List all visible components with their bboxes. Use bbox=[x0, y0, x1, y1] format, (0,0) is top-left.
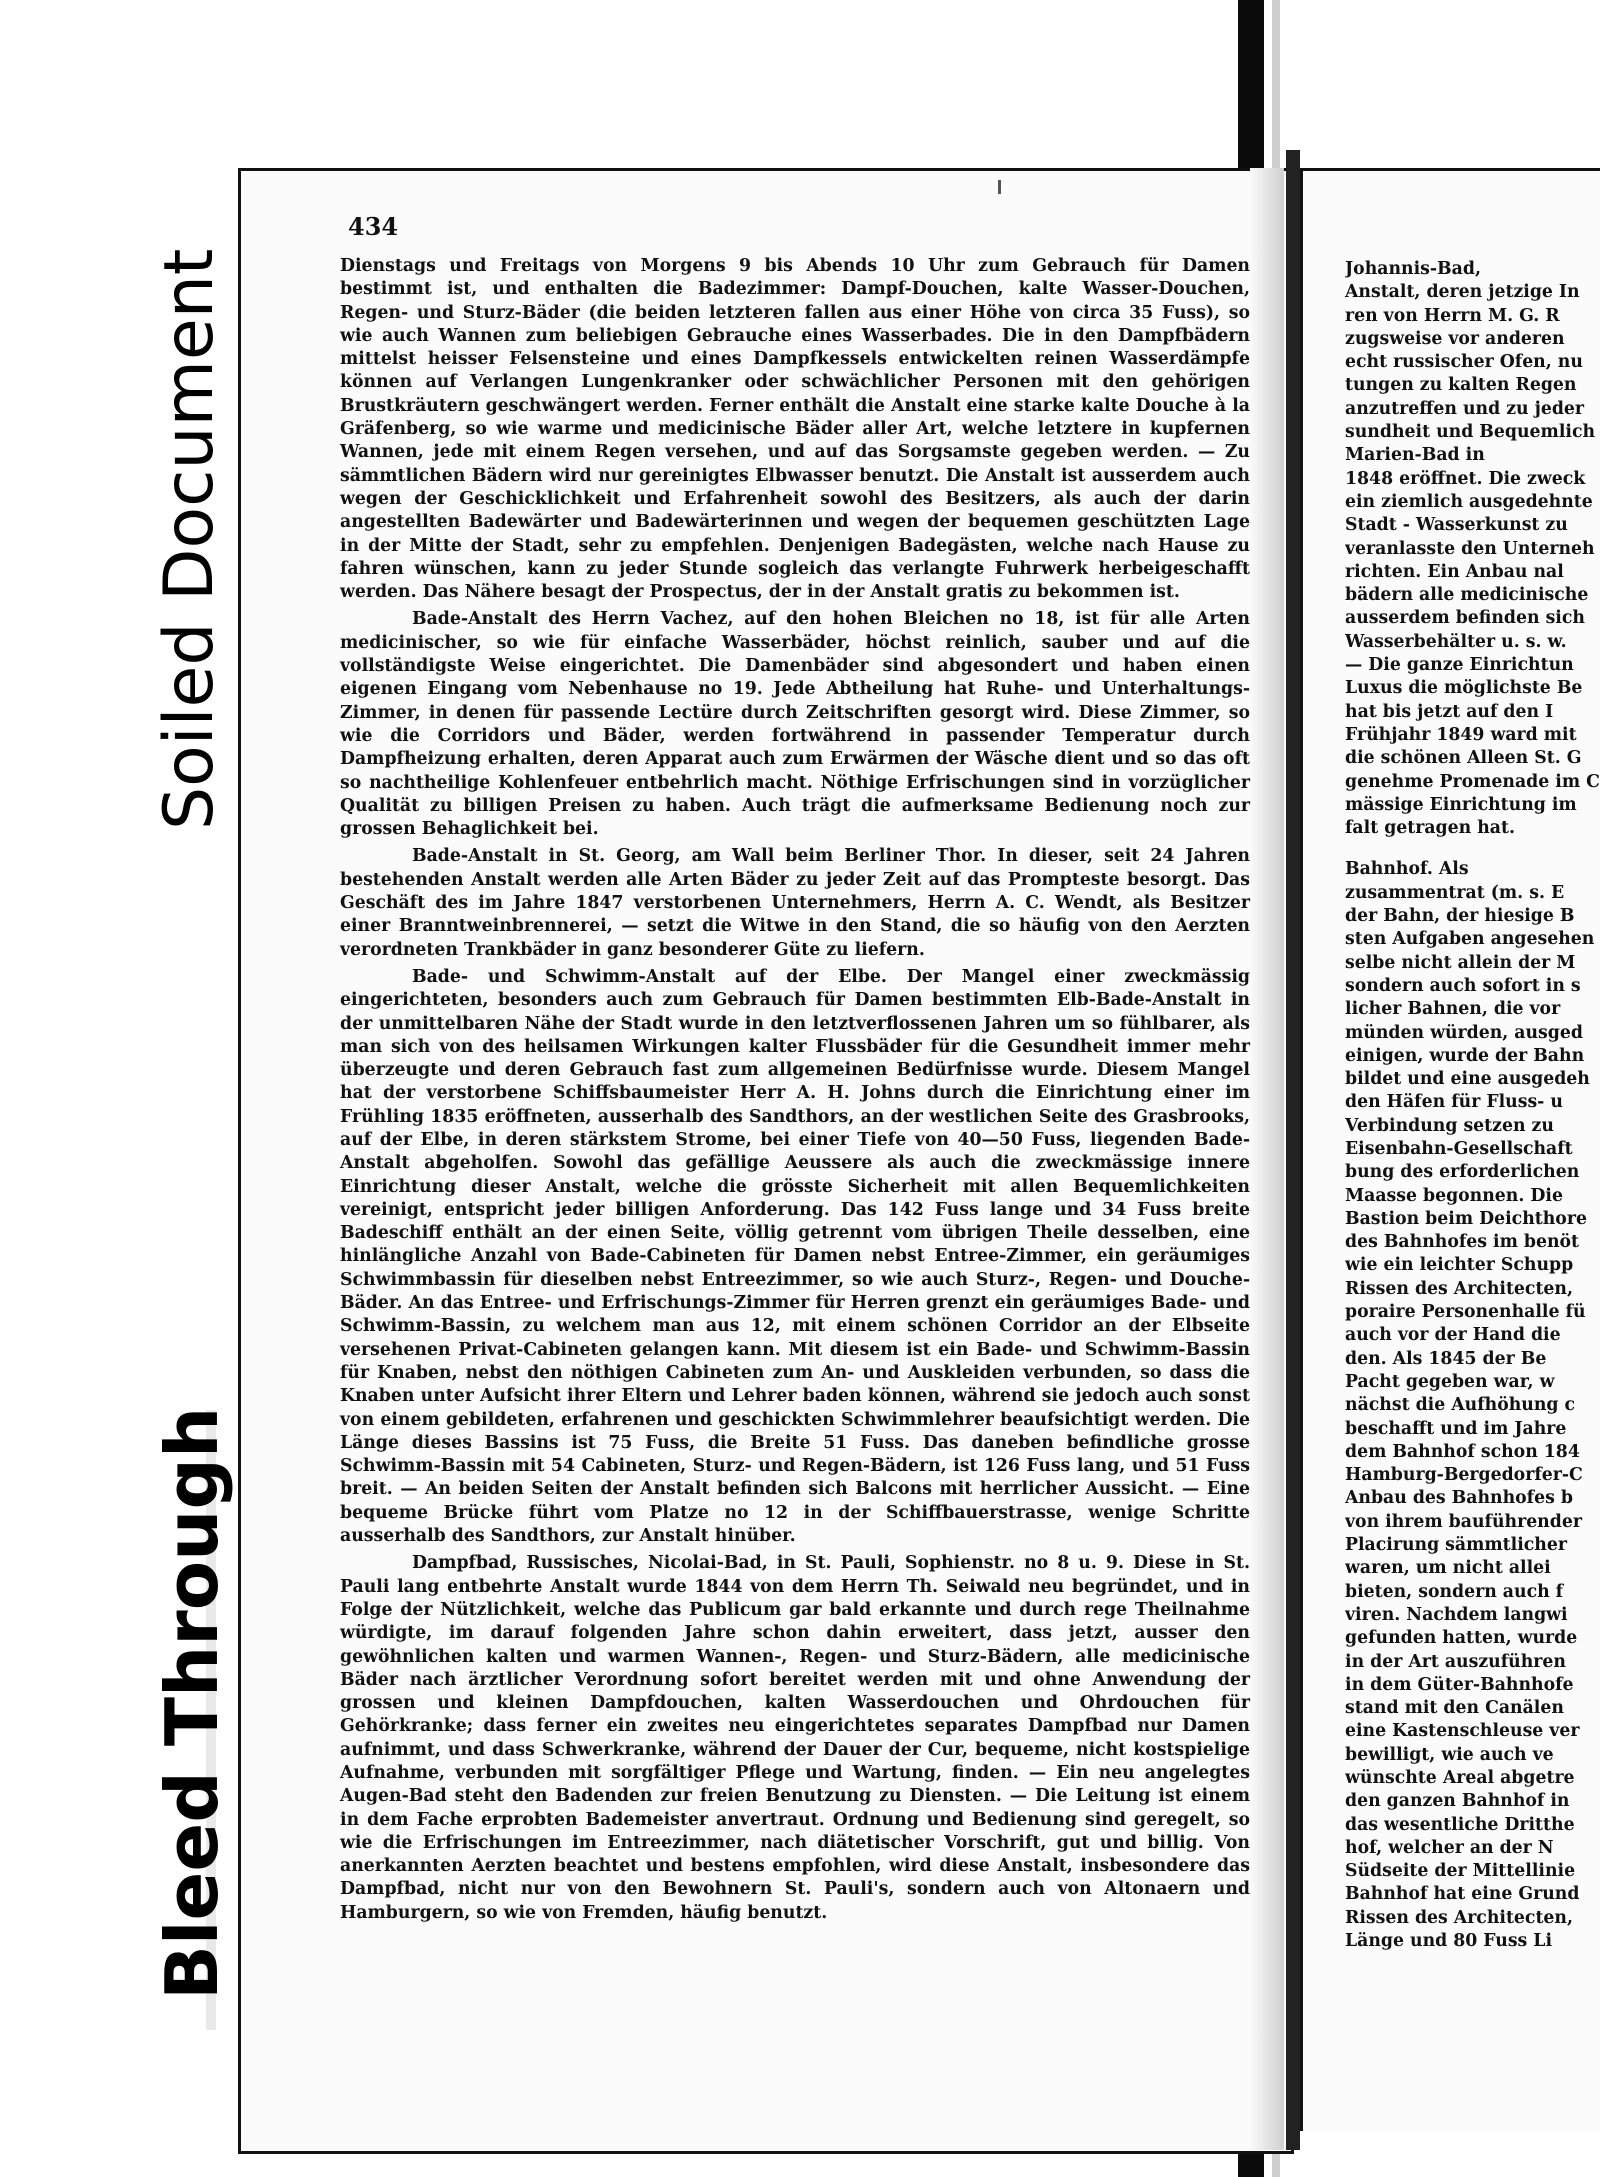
right-page-line: Südseite der Mittellinie bbox=[1345, 1861, 1576, 1882]
right-page-line: Frühjahr 1849 ward mit bbox=[1345, 724, 1577, 745]
right-page-line: in dem Güter-Bahnhofe bbox=[1345, 1674, 1574, 1695]
right-page-line: waren, um nicht allei bbox=[1345, 1558, 1551, 1579]
right-page-text bbox=[1345, 258, 1600, 1953]
paragraph-damen-bad: Dienstags und Freitags von Morgens 9 bis Abends 10 Uhr zum Gebrauch für Damen bestimmt ist, und enthalten die Badezimmer: Dampf-Douchen, kalte Wasser-Douchen, Regen- und Sturz-Bäder (die beiden letzteren fallen aus einer Höhe von circa 35 Fuss), so wie auch Wannen zum beliebigen Gebrauche eines Wasserbades. Die in den Dampfbädern mittelst heisser Felsensteine und eines Dampfkessels entwickelten reinen Wasserdämpfe können auf Verlangen Lungenkranker oder schwächlicher Personen mit den gehörigen Brustkräutern geschwängert werden. Ferner enthält die Anstalt eine starke kalte Douche à la Gräfenberg, so wie warme und medicinische Bäder aller Art, welche letztere in kupfernen Wannen, jede mit einem Regen versehen, und auf das Sorgsamste gegeben werden. — Zu sämmtlichen Bädern wird nur gereinigtes Elbwasser benutzt. Die Anstalt ist ausserdem auch wegen der Geschicklichkeit und Erfahrenheit sowohl des Besitzers, als auch der darin angestellten Badewärter und Badewärterinnen und wegen der bequemen geschützten Lage in der Mitte der Stadt, sehr zu empfehlen. Denjenigen Badegästen, welche nach Hause zu fahren wünschen, kann zu jeder Stunde sogleich das verlangte Fuhrwerk herbeigeschafft werden. Das Nähere besagt der Prospectus, der in der Anstalt gratis zu bekommen ist. bbox=[340, 256, 1250, 603]
bleed-through-label: Bleed Through bbox=[150, 1406, 234, 2000]
right-page-line: den Häfen für Fluss- u bbox=[1345, 1092, 1563, 1113]
right-page-line: anzutreffen und zu jeder bbox=[1345, 398, 1585, 419]
right-page-line: Bahnhof. Als bbox=[1345, 859, 1469, 880]
right-page-line: Pacht gegeben war, w bbox=[1345, 1371, 1555, 1392]
page-mark bbox=[998, 180, 1001, 194]
right-page-line: Luxus die möglichste Be bbox=[1345, 678, 1583, 699]
right-page-line: Rissen des Architecten, bbox=[1345, 1278, 1574, 1299]
right-page-line: echt russischer Ofen, nu bbox=[1345, 352, 1583, 373]
right-page-line: der Bahn, der hiesige B bbox=[1345, 906, 1575, 927]
right-page-line: Verbindung setzen zu bbox=[1345, 1115, 1554, 1136]
right-page-line: ein ziemlich ausgedehnte bbox=[1345, 491, 1593, 512]
right-page-line: — Die ganze Einrichtun bbox=[1345, 655, 1574, 676]
right-page-line: 1848 eröffnet. Die zweck bbox=[1345, 468, 1586, 489]
gutter-shadow bbox=[1250, 168, 1284, 2150]
right-page-line: bildet und eine ausgedeh bbox=[1345, 1069, 1590, 1090]
right-page-line: Hamburg-Bergedorfer-C bbox=[1345, 1465, 1583, 1486]
right-page-line: Rissen des Architecten, bbox=[1345, 1907, 1574, 1928]
right-page-line: einigen, wurde der Bahn bbox=[1345, 1045, 1585, 1066]
right-page-line: des Bahnhofes im benöt bbox=[1345, 1232, 1580, 1253]
right-page-line: licher Bahnen, die vor bbox=[1345, 999, 1561, 1020]
right-page-line: Marien-Bad in bbox=[1345, 445, 1485, 466]
right-page-line: gefunden hatten, wurde bbox=[1345, 1628, 1578, 1649]
right-page-line: Placirung sämmtlicher bbox=[1345, 1535, 1567, 1556]
right-page-gap bbox=[1345, 840, 1600, 858]
right-page-line: wie ein leichter Schupp bbox=[1345, 1255, 1574, 1276]
right-page-line: viren. Nachdem langwi bbox=[1345, 1604, 1568, 1625]
right-page-line: Maasse begonnen. Die bbox=[1345, 1185, 1563, 1206]
right-page-line: hof, welcher an der N bbox=[1345, 1837, 1554, 1858]
right-page-line: Stadt - Wasserkunst zu bbox=[1345, 515, 1568, 536]
right-page-line: wünschte Areal abgetre bbox=[1345, 1768, 1575, 1788]
right-page-line: bewilligt, wie auch ve bbox=[1345, 1744, 1554, 1765]
left-page-edge bbox=[1286, 150, 1300, 2150]
right-page-line: das wesentliche Dritthe bbox=[1345, 1814, 1575, 1835]
left-page-text bbox=[340, 255, 1250, 1929]
right-page-line: sten Aufgaben angesehen bbox=[1345, 929, 1595, 950]
right-page-line: richten. Ein Anbau nal bbox=[1345, 561, 1564, 582]
right-page-line: Anstalt, deren jetzige In bbox=[1345, 282, 1580, 303]
right-page-line: sondern auch sofort in s bbox=[1345, 975, 1581, 996]
right-page-line: von ihrem bauführender bbox=[1345, 1511, 1582, 1532]
right-page-line: Johannis-Bad, bbox=[1345, 259, 1481, 279]
right-page-line: mässige Einrichtung im bbox=[1345, 794, 1577, 815]
page-number: 434 bbox=[348, 212, 399, 241]
right-page-line: selbe nicht allein der M bbox=[1345, 952, 1576, 973]
right-page-line: bädern alle medicinische bbox=[1345, 585, 1589, 606]
right-page-line: Anbau des Bahnhofes b bbox=[1345, 1488, 1573, 1509]
right-page-line: in der Art auszuführen bbox=[1345, 1651, 1566, 1672]
right-page-line: Eisenbahn-Gesellschaft bbox=[1345, 1138, 1573, 1159]
right-page-line: Bastion beim Deichthore bbox=[1345, 1208, 1587, 1229]
right-page-line: sundheit und Bequemlich bbox=[1345, 422, 1596, 443]
paragraph-dampfbad: Dampfbad, Russisches, Nicolai-Bad, in St. Pauli, Sophienstr. no 8 u. 9. Diese in St. Pauli lang entbehrte Anstalt wurde 1844 von dem Herrn Th. Seiwald neu begründet, und in Folge der Nützlichkeit, welche das Publicum gar bald erkannte und durch rege Theilnahme würdigte, im darauf folgenden Jahre schon dahin erweitert, dass jetzt, ausser den gewöhnlichen kalten und warmen Wannen-, Regen- und Sturz-Bädern, alle medicinische Bäder nach ärztlicher Verordnung sofort bereitet werden mit und ohne Anwendung der grossen und kleinen Dampfdouchen, kalten Wasserdouchen und Ohrdouchen für Gehörkranke; dass ferner ein zweites neu eingerichtetes separates Dampfbad nur Damen aufnimmt, und dass Schwerkranke, während der Dauer der Cur, bequeme, nicht kostspielige Aufnahme, verbunden mit sorgfältiger Pflege und Wartung, finden. — Ein neu angelegtes Augen-Bad steht den Badenden zur freien Benutzung zu Diensten. — Die Leitung ist einem in dem Fache erprobten Bademeister anvertraut. Ordnung und Bedienung sind geregelt, so wie die Erfrischungen im Entreezimmer, nach diätetischer Vorschrift, gut und billig. Von anerkannten Aerzten beachtet und bestens empfohlen, wird diese Anstalt, insbesondere das Dampfbad, nicht nur von den Bewohnern St. Pauli's, sondern auch von Altonaern und Hamburgern, so wie von Fremden, häufig benutzt. bbox=[340, 1553, 1250, 1923]
right-page-line: Länge und 80 Fuss Li bbox=[1345, 1931, 1553, 1952]
right-page-line: nächst die Aufhöhung c bbox=[1345, 1395, 1576, 1416]
right-page-line: ausserdem befinden sich bbox=[1345, 608, 1585, 629]
right-page-line: den ganzen Bahnhof in bbox=[1345, 1791, 1570, 1812]
right-page-line: veranlasste den Unterneh bbox=[1345, 538, 1595, 559]
right-page-line: die schönen Alleen St. G bbox=[1345, 748, 1582, 769]
right-page-line: ren von Herrn M. G. R bbox=[1345, 305, 1560, 326]
right-page-line: genehme Promenade im C bbox=[1345, 771, 1600, 792]
right-page-line: münden würden, ausged bbox=[1345, 1022, 1583, 1043]
right-page-line: bieten, sondern auch f bbox=[1345, 1581, 1564, 1602]
right-page-line: stand mit den Canälen bbox=[1345, 1698, 1564, 1719]
right-page-line: poraire Personenhalle fü bbox=[1345, 1302, 1586, 1323]
right-page-line: Bahnhof hat eine Grund bbox=[1345, 1884, 1580, 1905]
right-page-line: den. Als 1845 der Be bbox=[1345, 1348, 1547, 1369]
paragraph-vachez: Bade-Anstalt des Herrn Vachez, auf den hohen Bleichen no 18, ist für alle Arten medicinischer, so wie für einfache Wasserbäder, höchst reinlich, sauber und auf die vollständigste Weise eingerichtet. Die Damenbäder sind abgesondert und haben einen eigenen Eingang vom Nebenhause no 19. Jede Abtheilung hat Ruhe- und Unterhaltungs-Zimmer, in denen für passende Lectüre durch Zeitschriften gesorgt wird. Diese Zimmer, so wie die Corridors und Bäder, werden fortwährend in passender Temperatur durch Dampfheizung erhalten, deren Apparat auch zum Erwärmen der Wäsche dient und so das oft so nachtheilige Kohlenfeuer entbehrlich macht. Nöthige Erfrischungen sind in vorzüglicher Qualität zu billigen Preisen zu haben. Auch trägt die aufmerksame Bedienung noch zur grossen Behaglichkeit bei. bbox=[340, 609, 1250, 840]
right-page-line: hat bis jetzt auf den I bbox=[1345, 701, 1554, 722]
right-page-line: eine Kastenschleuse ver bbox=[1345, 1721, 1580, 1742]
right-page-line: bung des erforderlichen bbox=[1345, 1162, 1580, 1183]
right-page-line: Wasserbehälter u. s. w. bbox=[1345, 631, 1567, 652]
soiled-document-label: Soiled Document bbox=[150, 248, 229, 830]
right-page-line: tungen zu kalten Regen bbox=[1345, 375, 1577, 396]
right-page-line: zusammentrat (m. s. E bbox=[1345, 882, 1565, 903]
paragraph-elbe: Bade- und Schwimm-Anstalt auf der Elbe. Der Mangel einer zweckmässig eingerichteten, besonders auch zum Gebrauch für Damen bestimmten Elb-Bade-Anstalt in der unmittelbaren Nähe der Stadt wurde in den letztverflossenen Jahren um so fühlbarer, als man sich von des heilsamen Wirkungen kalter Flussbäder für die Gesundheit immer mehr überzeugte und deren Gebrauch fast zum allgemeinen Bedürfnisse wurde. Diesem Mangel hat der verstorbene Schiffsbaumeister Herr A. H. Johns durch die Einrichtung einer im Frühling 1835 eröffneten, ausserhalb des Sandthors, an der westlichen Seite des Grasbrooks, auf der Elbe, in deren stärkstem Strome, bei einer Tiefe von 40—50 Fuss, liegenden Bade-Anstalt abgeholfen. Sowohl das gefällige Aeussere als auch die zweckmässige innere Einrichtung dieser Anstalt, welche die grösste Sicherheit mit allen Bequemlichkeiten vereinigt, entspricht jeder billigen Anforderung. Das 142 Fuss lange und 34 Fuss breite Badeschiff enthält an der einen Seite, völlig getrennt vom übrigen Theile desselben, eine hinlängliche Anzahl von Bade-Cabineten für Damen nebst Entree-Zimmer, ein geräumiges Schwimmbassin für dieselben nebst Entreezimmer, so wie auch Sturz-, Regen- und Douche-Bäder. An das Entree- und Erfrischungs-Zimmer für Herren grenzt ein geräumiges Bade- und Schwimm-Bassin, zu welchem man aus 12, mit einem schönen Corridor an der Elbseite versehenen Privat-Cabineten gelangen kann. Mit diesem ist ein Bade- und Schwimm-Bassin für Knaben, nebst den nöthigen Cabineten zum An- und Auskleiden verbunden, so dass die Knaben unter Aufsicht ihrer Eltern und Lehrer baden können, während sie jedoch auch sonst von einem gebildeten, erfahrenen und geschickten Schwimmlehrer beaufsichtigt werden. Die Länge dieses Bassins ist 75 Fuss, die Breite 51 Fuss. Das daneben befindliche grosse Schwimm-Bassin mit 54 Cabineten, Sturz- und Regen-Bädern, ist 126 Fuss lang, und 51 Fuss breit. — An beiden Seiten der Anstalt befinden sich Balcons mit herrlicher Aussicht. — Eine bequeme Brücke führt vom Platze no 12 in der Schiffbauerstrasse, wenige Schritte ausserhalb des Sandthors, zur Anstalt hinüber. bbox=[340, 966, 1250, 1547]
right-page-line: auch vor der Hand die bbox=[1345, 1325, 1561, 1346]
paragraph-st-georg: Bade-Anstalt in St. Georg, am Wall beim Berliner Thor. In dieser, seit 24 Jahren bestehenden Anstalt werden alle Arten Bäder zu jeder Zeit auf das Prompteste besorgt. Das Geschäft des im Jahre 1847 verstorbenen Unternehmers, Herrn A. C. Wendt, als Besitzer einer Branntweinbrennerei, — setzt die Witwe in den Stand, die so häufig von den Aerzten verordneten Trankbäder in ganz besonderer Güte zu liefern. bbox=[340, 846, 1250, 960]
right-page-line: dem Bahnhof schon 184 bbox=[1345, 1441, 1580, 1462]
right-page-line: falt getragen hat. bbox=[1345, 818, 1515, 839]
right-page-line: zugsweise vor anderen bbox=[1345, 328, 1565, 349]
right-page-line: beschafft und im Jahre bbox=[1345, 1418, 1567, 1439]
